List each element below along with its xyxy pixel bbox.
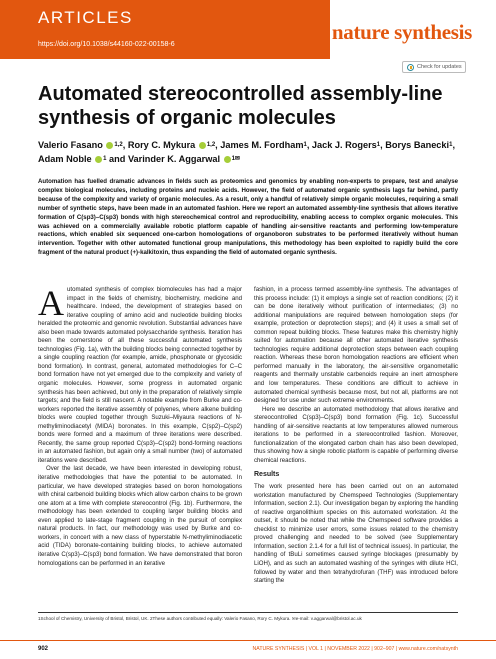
body-paragraph: The work presented here has been carried out on an automated workstation manufactured by Chemspeed Technologies (Supplementary Information, section 2.1). Our investigation began by exploring the handling of reactive organolithium species on this automated workstation. At the outset, it should be noted that while the Chemspeed software provides a checklist to minimize user errors, some issues related to the chemistry proved challenging and needed to be solved (see Supplementary Information, section 2.1.4 for a full list of technical issues). In particular, the handling of tBuLi sometimes caused syringe blockages (presumably by LiOH), and as such an automated washing of the syringes with dilute HCl, followed by water and then tetrahydrofuran (THF) was introduced before starting the (254, 483, 458, 585)
doi-link[interactable]: https://doi.org/10.1038/s44160-022-00158-6 (38, 41, 175, 48)
footer-journal-info[interactable]: NATURE SYNTHESIS | VOL 1 | NOVEMBER 2022 | 902–907 | www.nature.com/natsynth (252, 646, 458, 652)
body-column-right (254, 286, 458, 586)
affiliation-footnote: 1School of Chemistry, University of Bristol, Bristol, UK. 2These authors contributed equally: Valerio Fasano, Rory C. Mykura. ✉e-mail: v.aggarwal@bristol.ac.uk (38, 616, 362, 621)
author-name[interactable]: and Varinder K. Aggarwal (106, 154, 223, 164)
body-paragraph: Here we describe an automated methodology that allows iterative and stereocontrolled C(sp3)–C(sp3) bond formation (Fig. 1c). Successful handling of air-sensitive reactants at low temperatures allowed numerous iterations to be performed in a stereocontrolled fashion. Moreover, functionalization of the elongated carbon chain has also been developed, thus showing how a single robotic platform is capable of performing diverse chemical reactions. (254, 405, 458, 464)
journal-logo: nature synthesis (331, 20, 472, 44)
check-updates-button[interactable] (402, 61, 466, 73)
check-updates-label: Check for updates (417, 64, 462, 70)
author-name[interactable]: , Jack J. Rogers (306, 140, 377, 150)
affiliation-sup: 1 (449, 142, 453, 148)
affiliation-sup: 1 (376, 142, 381, 148)
page-number: 902 (38, 646, 49, 652)
orcid-icon[interactable] (95, 156, 102, 163)
affiliation-sup: 1,2 (114, 142, 123, 148)
crossmark-icon (407, 64, 414, 71)
body-paragraph: Over the last decade, we have been interested in developing robust, iterative methodologies that have the potential to be automated. In particular, we have developed strategies based on boron homologations with chiral carbenoid building blocks which allow carbon chains to be grown one atom at a time with complete stereocontrol (Fig. 1b). Furthermore, the methodology has been extended to coupling larger building blocks and even applied to late-stage fragment coupling in the pursuit of complex natural products. In fact, our methodology was used by Burke and co-workers, in concert with a new class of hyperstable N-methyliminodiacetic acid (TIDA) boronate-containing building blocks, to achieve automated iterative C(sp3)–C(sp3) bond formation. We have demonstrated that boron homologations can be performed in an iterative (38, 465, 242, 567)
drop-cap: A (38, 283, 64, 323)
orcid-icon[interactable] (224, 156, 231, 163)
email-envelope-icon[interactable]: ✉ (234, 156, 240, 162)
orcid-icon[interactable] (199, 142, 206, 149)
section-label: ARTICLES (38, 8, 133, 27)
author-list: Valerio Fasano $^{1,2}$, Rory C. Mykura $^{1,2}$, James M. Fordham$^1$, Jack J. Rogers$^1$, Borys Banecki$^1$, Adam Noble $^1$ and Varinder K. Aggarwal $^{1✉}$ (38, 140, 455, 164)
body-paragraph: fashion, in a process termed assembly-line synthesis. The advantages of this process include: (1) it employs a single set of reaction conditions; (2) it can be done iteratively without purification of intermediates; (3) no additional manipulations are required between homologation steps (for example, protection or deprotection steps); and (4) it uses a small set of common repeat building blocks. These features make this chemistry highly suited for automation because all other automated iterative synthesis technologies require additional deprotection steps between each coupling reaction. Whereas these boron homologation reactions are efficient when performed manually in the laboratory, the air-sensitive organometallic reagents and thermally unstable carbenoids require an inert atmosphere and low temperatures. These conditions are difficult to achieve in automated chemical synthesis because most, but not all, platforms are not designed for use under such extreme environments. (254, 286, 458, 405)
section-banner (0, 0, 330, 59)
affiliation-sup: 1,2 (206, 142, 216, 148)
journal-header (0, 0, 496, 59)
body-column-left (38, 283, 242, 568)
orcid-icon[interactable] (106, 142, 113, 149)
affiliation-sup: 1 (303, 142, 307, 148)
author-name[interactable]: Valerio Fasano (38, 140, 106, 150)
author-name[interactable]: , James M. Fordham (215, 140, 304, 150)
footnote-divider (38, 612, 458, 613)
author-name[interactable]: Adam Noble (38, 154, 95, 164)
section-heading-results: Results (254, 471, 280, 479)
affiliation-sup: 1 (103, 156, 107, 162)
footer-divider (0, 640, 496, 641)
body-paragraph (38, 283, 242, 465)
author-name[interactable]: , Borys Banecki (380, 140, 450, 150)
paragraph-text: utomated synthesis of complex biomolecules has had a major impact in the fields of chemistry, biochemistry, medicine and healthcare. Indeed, the development of strategies based on iterative coupling of amino acid and nucleotide building blocks heralded the proteomic and genomic revolution. Substantial advances have also been made towards automated polysaccharide synthesis. Iteration has been the cornerstone of all these successful automated synthesis technologies (Fig. 1a), with the building blocks being connected together by a single coupling reaction (for example, amide, phosphonate or glycosidic bond formation). In contrast, general, automated methodologies for C–C bond formation have not yet emerged due to the complexity and variety of organic molecules. However, some progress in automated organic synthesis has been achieved, but only in the preparation of relatively simple targets; and the field is still nascent. A notable example from Burke and co-workers reported the iterative assembly of polyenes, where alkene building blocks were coupled together through Suzuki–Miyaura reactions of N-methyliminodiacetyl (MIDA) boronates. In this example, C(sp2)–C(sp2) bonds were formed and a maximum of three iterations were described. Recently, the same group reported C(sp3)–C(sp2) bond-forming reactions in an automated fashion, but again only a small number (two) of automated iterations were described. (38, 286, 242, 464)
abstract: Automation has fuelled dramatic advances in fields such as proteomics and genomics by enabling non-experts to prepare, test and analyse complex biological molecules, including proteins and nucleic acids. However, the field of automated organic synthesis lags far behind, partly because of the complexity and variety of organic molecules. As a result, only a handful of relatively simple organic molecules, requiring a small number of synthetic steps, have been made in an automated fashion. Here we report an automated assembly-line synthesis that allows iterative formation of C(sp3)–C(sp3) bonds with high stereochemical control and reproducibility, enabling access to complex organic molecules. This was achieved on a commercially available robotic platform capable of handling air-sensitive reactants and performing low-temperature reactions, which enabled six sequenced one-carbon homologations of organoboron substrates to be performed iteratively without human intervention. Together with other automated functional group manipulations, this methodology has been exploited to rapidly build the core fragment of the natural product (+)-kalkitoxin, thus expanding the field of automated organic synthesis. (38, 178, 458, 257)
article-title: Automated stereocontrolled assembly-line synthesis of organic molecules (38, 83, 443, 129)
author-name[interactable]: , Rory C. Mykura (122, 140, 198, 150)
affiliation-sup: 1 (231, 156, 235, 162)
